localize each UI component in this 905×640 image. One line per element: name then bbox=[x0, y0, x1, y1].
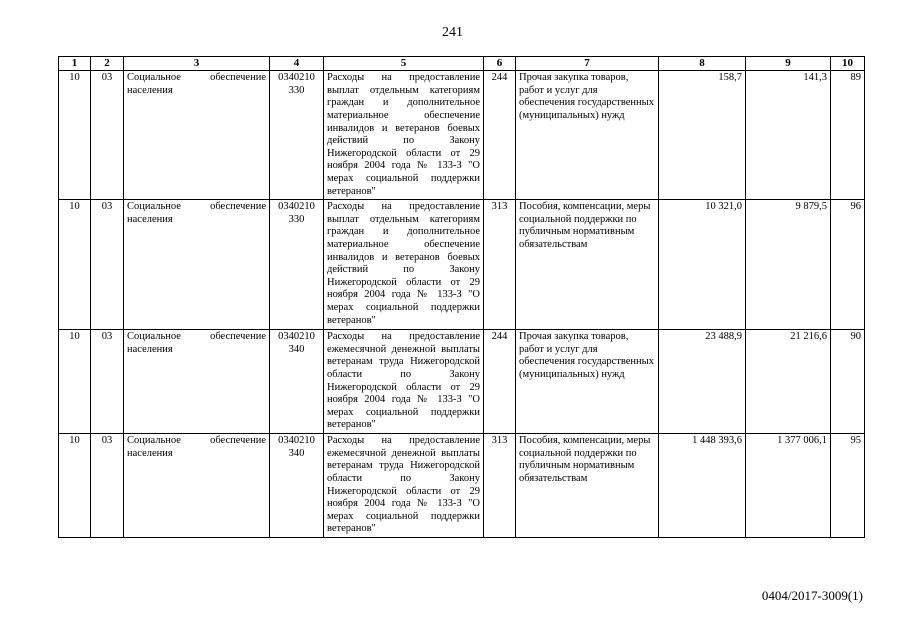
article-description: Расходы на предоставление выплат отдельным категориям граждан и дополнительное материальное обеспечение инвалидов и ветеранов боевых действий по Закону Нижегородской области от 29 ноября 2004 года № 133-З "О мерах социальной поддержки ветеранов" bbox=[324, 71, 484, 200]
column-header: 9 bbox=[746, 57, 831, 71]
actual-amount: 141,3 bbox=[746, 71, 831, 200]
subsection-code: 03 bbox=[91, 71, 124, 200]
article-description: Расходы на предоставление ежемесячной денежной выплаты ветеранам труда Нижегородской области по Закону Нижегородской области от 29 ноября 2004 года № 133-З "О мерах социальной поддержки ветеранов" bbox=[324, 434, 484, 538]
planned-amount: 10 321,0 bbox=[659, 200, 746, 330]
target-article-code: 0340210 330 bbox=[270, 71, 324, 200]
table-row bbox=[59, 330, 865, 434]
actual-amount: 9 879,5 bbox=[746, 200, 831, 330]
column-header: 7 bbox=[516, 57, 659, 71]
subsection-name: Социальное обеспечение населения bbox=[124, 330, 270, 434]
planned-amount: 158,7 bbox=[659, 71, 746, 200]
execution-percent: 95 bbox=[831, 434, 865, 538]
document-code: 0404/2017-3009(1) bbox=[761, 588, 863, 603]
column-header: 8 bbox=[659, 57, 746, 71]
target-article-code: 0340210 330 bbox=[270, 200, 324, 330]
column-header: 4 bbox=[270, 57, 324, 71]
column-header: 10 bbox=[831, 57, 865, 71]
article-description: Расходы на предоставление выплат отдельным категориям граждан и дополнительное материальное обеспечение инвалидов и ветеранов боевых действий по Закону Нижегородской области от 29 ноября 2004 года № 133-З "О мерах социальной поддержки ветеранов" bbox=[324, 200, 484, 330]
subsection-name: Социальное обеспечение населения bbox=[124, 71, 270, 200]
table-row bbox=[59, 434, 865, 538]
section-code: 10 bbox=[59, 434, 91, 538]
header-row bbox=[59, 57, 865, 71]
column-header: 1 bbox=[59, 57, 91, 71]
expense-type-name: Пособия, компенсации, меры социальной поддержки по публичным нормативным обязательствам bbox=[516, 200, 659, 330]
table-row bbox=[59, 200, 865, 330]
article-description: Расходы на предоставление ежемесячной денежной выплаты ветеранам труда Нижегородской области по Закону Нижегородской области от 29 ноября 2004 года № 133-З "О мерах социальной поддержки ветеранов" bbox=[324, 330, 484, 434]
section-code: 10 bbox=[59, 71, 91, 200]
actual-amount: 21 216,6 bbox=[746, 330, 831, 434]
subsection-code: 03 bbox=[91, 434, 124, 538]
execution-percent: 96 bbox=[831, 200, 865, 330]
column-header: 3 bbox=[124, 57, 270, 71]
expense-type-name: Прочая закупка товаров, работ и услуг для обеспечения государственных (муниципальных) нужд bbox=[516, 330, 659, 434]
subsection-name: Социальное обеспечение населения bbox=[124, 200, 270, 330]
execution-percent: 89 bbox=[831, 71, 865, 200]
column-header: 2 bbox=[91, 57, 124, 71]
table-row bbox=[59, 71, 865, 200]
section-code: 10 bbox=[59, 200, 91, 330]
subsection-code: 03 bbox=[91, 200, 124, 330]
expense-type-code: 244 bbox=[484, 71, 516, 200]
expense-type-code: 313 bbox=[484, 200, 516, 330]
column-header: 6 bbox=[484, 57, 516, 71]
subsection-code: 03 bbox=[91, 330, 124, 434]
planned-amount: 23 488,9 bbox=[659, 330, 746, 434]
target-article-code: 0340210 340 bbox=[270, 330, 324, 434]
subsection-name: Социальное обеспечение населения bbox=[124, 434, 270, 538]
planned-amount: 1 448 393,6 bbox=[659, 434, 746, 538]
expense-type-code: 313 bbox=[484, 434, 516, 538]
execution-percent: 90 bbox=[831, 330, 865, 434]
expense-type-name: Прочая закупка товаров, работ и услуг для обеспечения государственных (муниципальных) нужд bbox=[516, 71, 659, 200]
page-number: 241 bbox=[442, 25, 463, 40]
column-header: 5 bbox=[324, 57, 484, 71]
expense-type-name: Пособия, компенсации, меры социальной поддержки по публичным нормативным обязательствам bbox=[516, 434, 659, 538]
section-code: 10 bbox=[59, 330, 91, 434]
actual-amount: 1 377 006,1 bbox=[746, 434, 831, 538]
budget-table bbox=[58, 56, 865, 538]
expense-type-code: 244 bbox=[484, 330, 516, 434]
target-article-code: 0340210 340 bbox=[270, 434, 324, 538]
